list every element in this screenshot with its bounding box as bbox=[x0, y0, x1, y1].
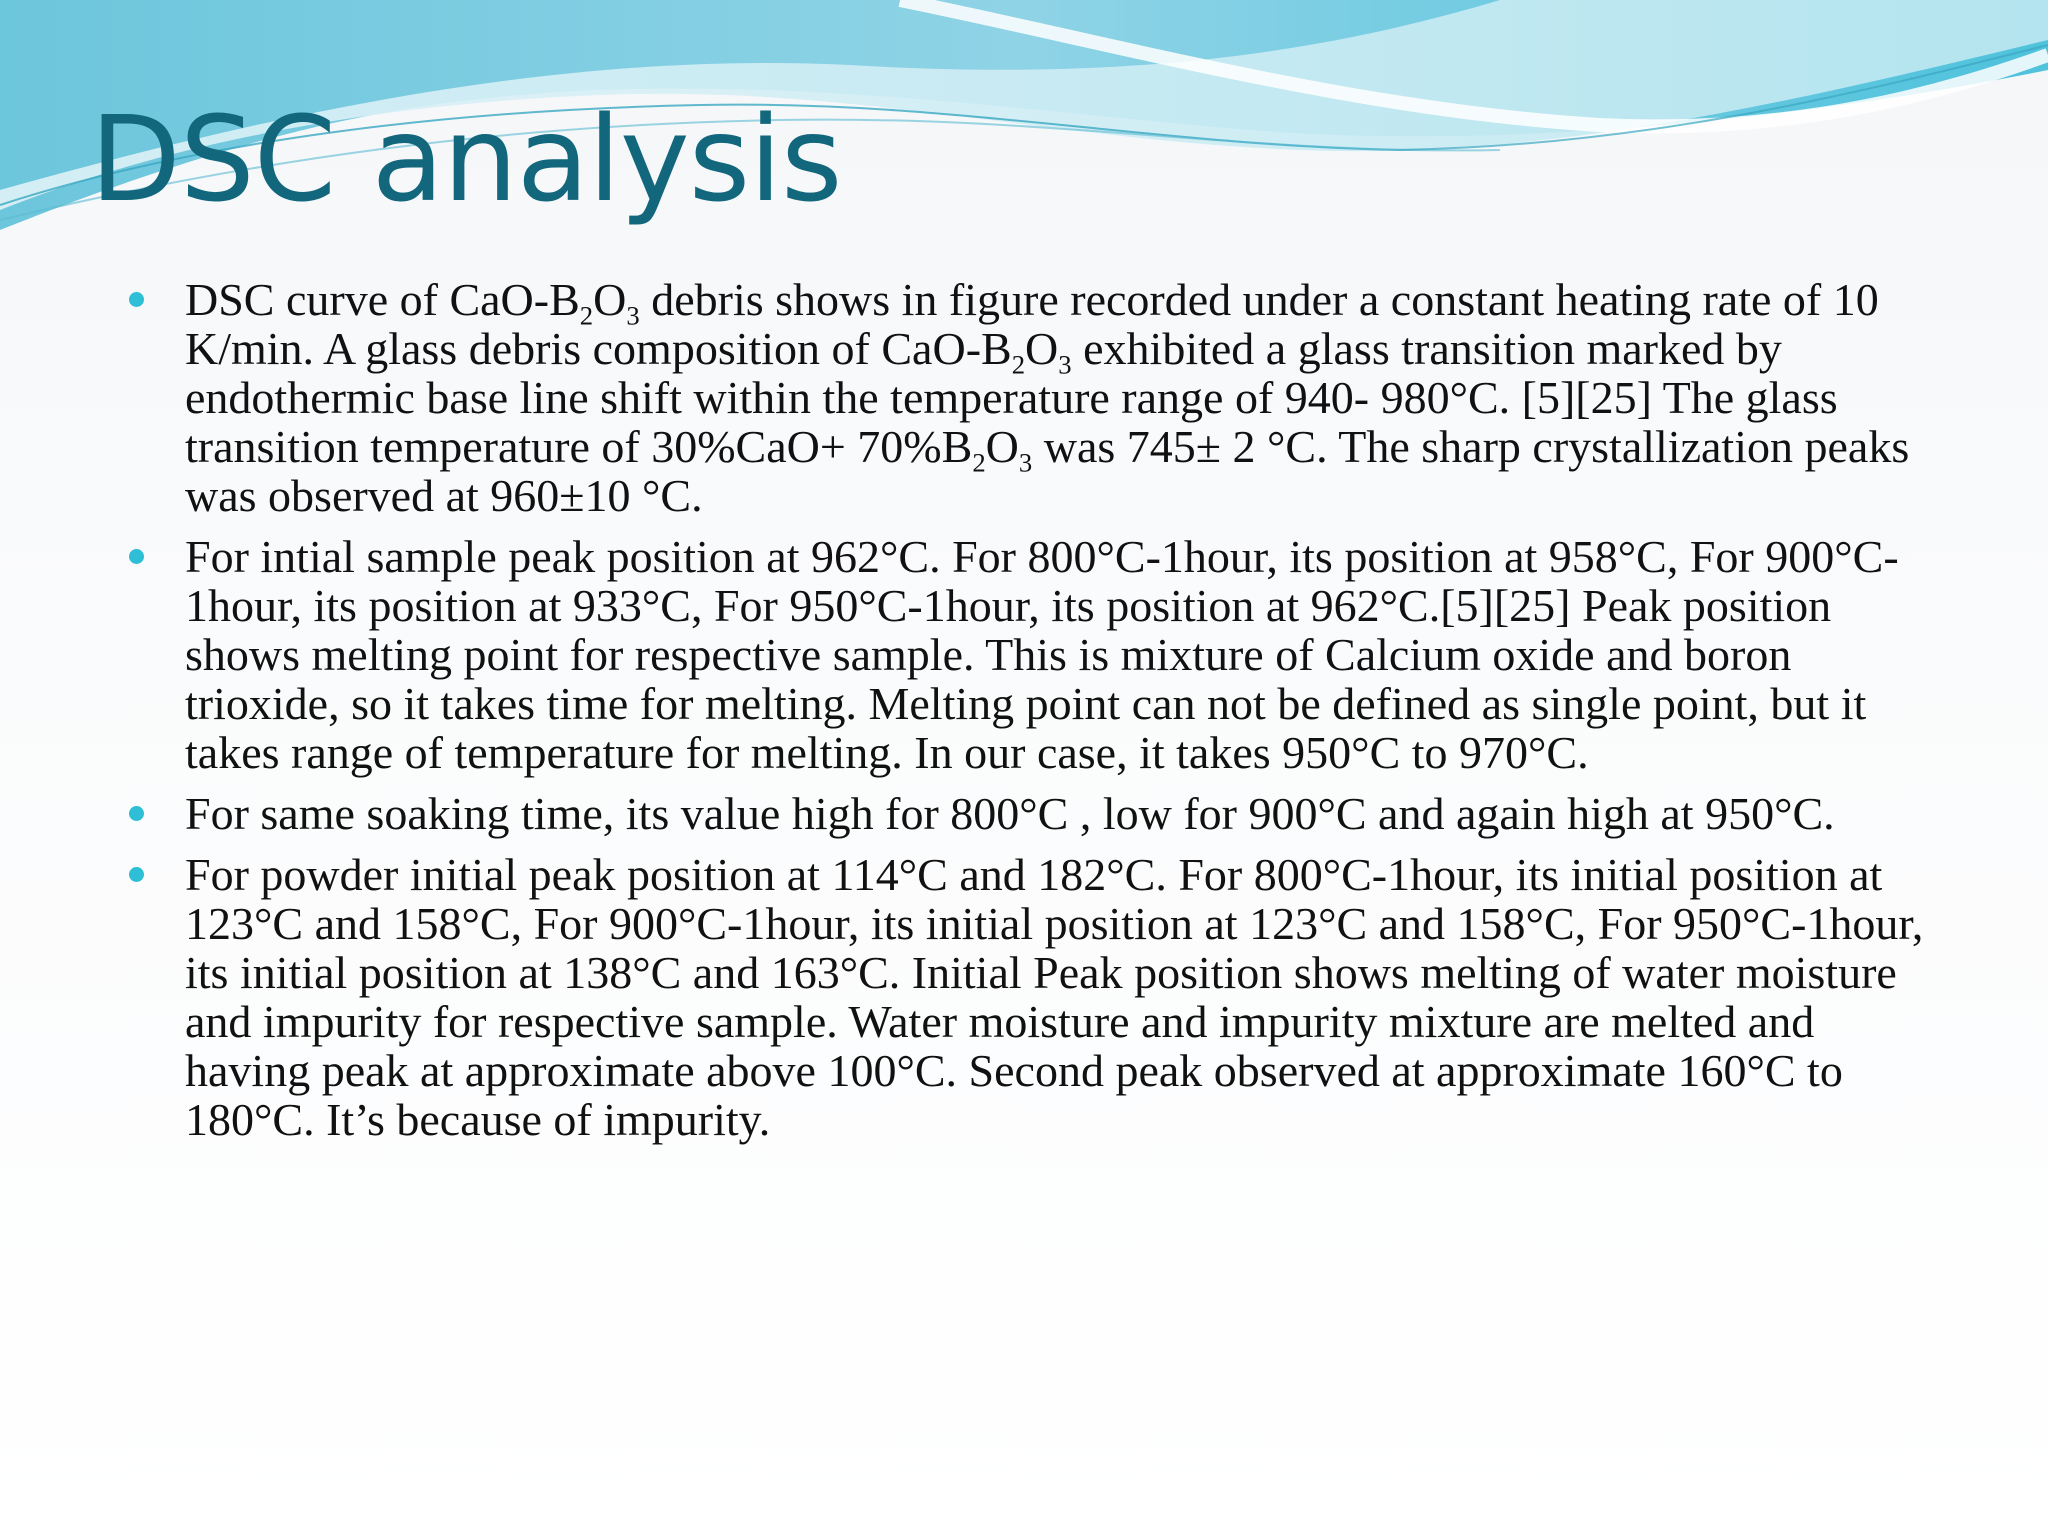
bullet-text: For same soaking time, its value high for 800°C , low for 900°C and again high at 950°C. bbox=[185, 788, 1835, 839]
bullet-dot-icon bbox=[129, 292, 144, 307]
subscript: 2 bbox=[579, 300, 594, 331]
subscript: 3 bbox=[626, 300, 640, 331]
bullet-text-segment: O bbox=[593, 274, 627, 325]
bullet-item-powder-peaks bbox=[125, 850, 1925, 1144]
bullet-list bbox=[125, 275, 1925, 1156]
bullet-text-segment: exhibited a glass transition marked by endothermic base line shift within the temperature range of 940- 980°C. [5][25] The glass transition temperature of 30%CaO+ 70%B bbox=[185, 323, 1838, 472]
bullet-text-segment: was 745± 2 °C. The sharp crystallization peaks was observed at 960±10 °C. bbox=[185, 421, 1910, 521]
subscript: 2 bbox=[972, 447, 986, 478]
subscript: 3 bbox=[1018, 447, 1033, 478]
slide-title: DSC analysis bbox=[90, 90, 842, 228]
bullet-item-sample-peaks bbox=[125, 532, 1925, 777]
subscript: 2 bbox=[1011, 349, 1026, 380]
bullet-text: For powder initial peak position at 114°C and 182°C. For 800°C-1hour, its initial position at 123°C and 158°C, For 900°C-1hour, its initial position at 123°C and 158°C, For 950°C-1hour, its initial position at 138°C and 163°C. Initial Peak position shows melting of water moisture and impurity for respective sample. Water moisture and impurity mixture are melted and having peak at approximate above 100°C. Second peak observed at approximate 160°C to 180°C. It’s because of impurity. bbox=[185, 849, 1924, 1145]
subscript: 3 bbox=[1058, 349, 1072, 380]
bullet-dot-icon bbox=[129, 867, 144, 882]
bullet-dot-icon bbox=[129, 549, 144, 564]
bullet-text-segment: O bbox=[985, 421, 1019, 472]
bullet-dot-icon bbox=[129, 806, 144, 821]
bullet-text-segment: O bbox=[1025, 323, 1059, 374]
bullet-text-segment: debris shows in figure recorded under a constant heating rate of 10 K/min. A glass debris composition of CaO-B bbox=[185, 274, 1879, 374]
bullet-item-soaking-time bbox=[125, 789, 1925, 838]
bullet-item-dsc-curve bbox=[125, 275, 1925, 520]
bullet-text-segment: DSC curve of CaO-B bbox=[185, 274, 580, 325]
bullet-text: For intial sample peak position at 962°C. For 800°C-1hour, its position at 958°C, For 900°C-1hour, its position at 933°C, For 950°C-1hour, its position at 962°C.[5][25] Peak position shows melting point for respective sample. This is mixture of Calcium oxide and boron trioxide, so it takes time for melting. Melting point can not be defined as single point, but it takes range of temperature for melting. In our case, it takes 950°C to 970°C. bbox=[185, 531, 1899, 778]
